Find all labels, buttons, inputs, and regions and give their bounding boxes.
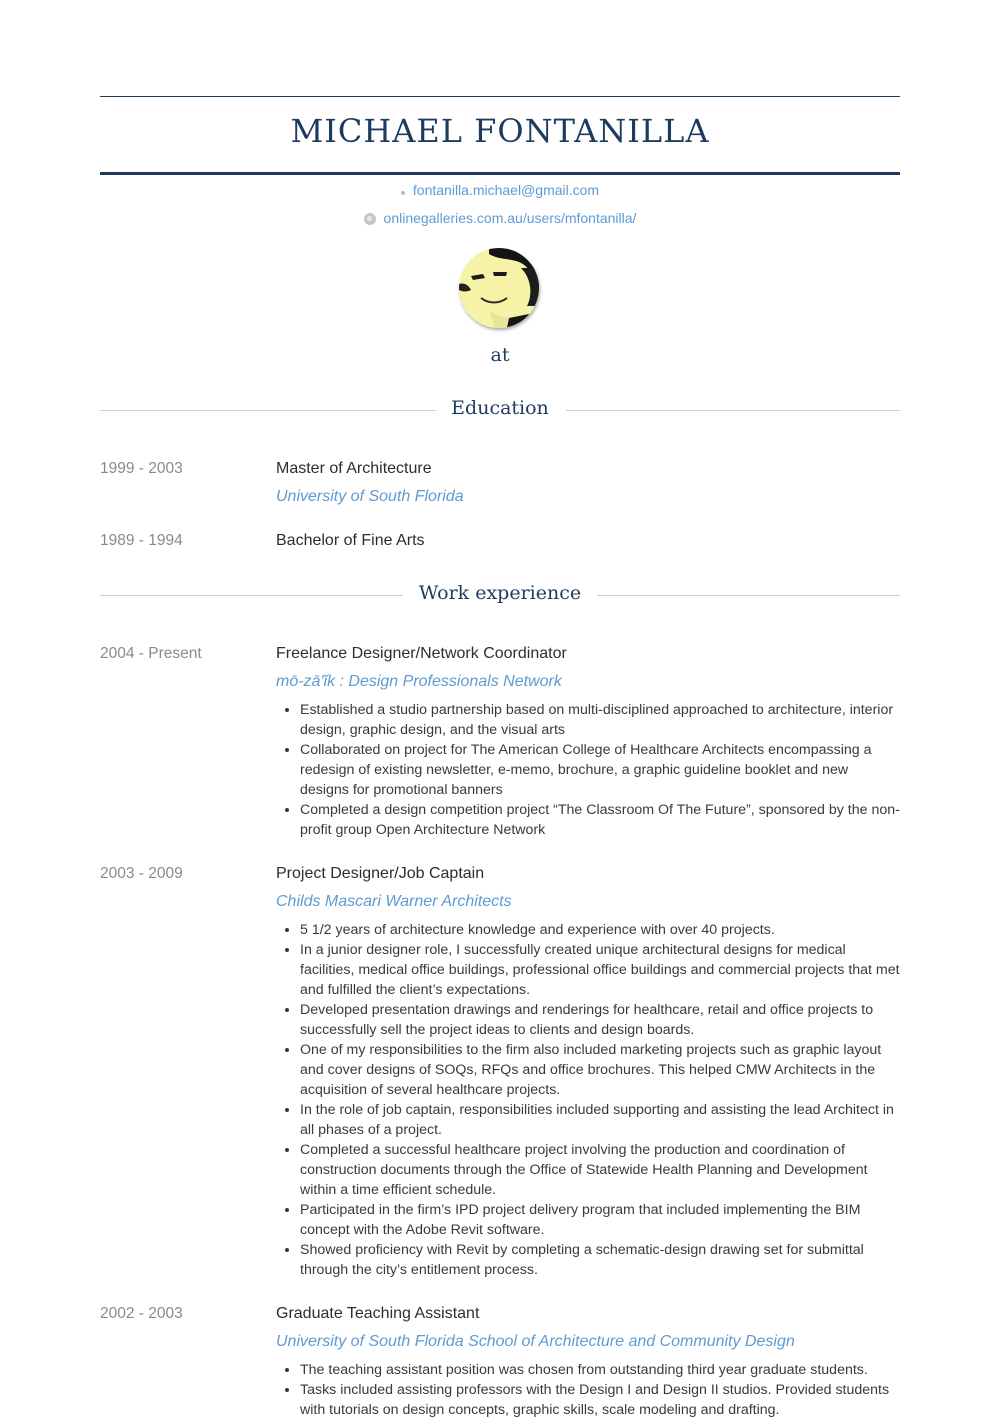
entry-dates: 2004 - Present bbox=[100, 645, 202, 662]
list-item: • Developed presentation drawings and renderings for healthcare, retail and office projects to successfully sell the project ideas to clients and design boards. bbox=[300, 1000, 900, 1040]
globe-icon bbox=[364, 213, 376, 225]
list-item: • One of my responsibilities to the firm also included marketing projects such as graphic layout and cover designs of SOQs, RFQs and office brochures. This helped CMW Architects in the acquisition of several healthcare projects. bbox=[300, 1040, 900, 1100]
company-name: Childs Mascari Warner Architects bbox=[276, 893, 512, 910]
list-item: • Collaborated on project for The American College of Healthcare Architects encompassing a redesign of existing newsletter, e-memo, brochure, a graphic guideline booklet and new designs for promotional banners bbox=[300, 740, 900, 800]
list-item: • In a junior designer role, I successfully created unique architectural designs for medical facilities, medical office buildings, professional office buildings and commercial projects that met and fulfilled the client’s expectations. bbox=[300, 940, 900, 1000]
list-item: • Tasks included assisting professors with the Design I and Design II studios. Provided students with tutorials on design concepts, graphic skills, scale modeling and drafting. bbox=[300, 1380, 900, 1420]
entry-dates: 1989 - 1994 bbox=[100, 532, 183, 549]
list-item: • Established a studio partnership based on multi-disciplined approached to architecture, interior design, graphic design, and the visual arts bbox=[300, 700, 900, 740]
website-link[interactable]: onlinegalleries.com.au/users/mfontanilla/ bbox=[383, 210, 637, 226]
list-item: • The teaching assistant position was chosen from outstanding third year graduate students. bbox=[300, 1360, 900, 1380]
website-row bbox=[100, 210, 900, 226]
email-link[interactable]: fontanilla.michael@gmail.com bbox=[412, 182, 600, 198]
position-title: Graduate Teaching Assistant bbox=[276, 1305, 480, 1322]
education-section-header bbox=[100, 395, 900, 425]
job-role-line: at bbox=[490, 344, 510, 366]
position-title: Freelance Designer/Network Coordinator bbox=[276, 645, 567, 662]
entry-dates: 2002 - 2003 bbox=[100, 1305, 183, 1322]
company-name: University of South Florida School of Architecture and Community Design bbox=[276, 1333, 795, 1350]
email-row bbox=[100, 182, 900, 198]
dot-icon bbox=[401, 191, 405, 195]
responsibility-list bbox=[276, 1360, 900, 1420]
list-item: • 5 1/2 years of architecture knowledge and experience with over 40 projects. bbox=[300, 920, 900, 940]
position-title: Project Designer/Job Captain bbox=[276, 865, 485, 882]
header-bottom-rule bbox=[100, 172, 900, 175]
candidate-name: MICHAEL FONTANILLA bbox=[290, 112, 710, 150]
entry-dates: 1999 - 2003 bbox=[100, 460, 183, 477]
section-title: Work experience bbox=[418, 582, 582, 604]
degree-title: Master of Architecture bbox=[276, 460, 432, 477]
list-item: • Completed a design competition project “The Classroom Of The Future”, sponsored by the non-profit group Open Architecture Network bbox=[300, 800, 900, 840]
list-item: • Completed a successful healthcare project involving the production and coordination of construction documents through the Office of Statewide Health Planning and Development within a time efficient schedule. bbox=[300, 1140, 900, 1200]
school-name: University of South Florida bbox=[276, 488, 464, 505]
header-top-rule bbox=[100, 96, 900, 97]
list-item: • Showed proficiency with Revit by completing a schematic-design drawing set for submittal through the city’s entitlement process. bbox=[300, 1240, 900, 1280]
responsibility-list bbox=[276, 920, 900, 1280]
list-item: • Participated in the firm’s IPD project delivery program that included implementing the BIM concept with the Adobe Revit software. bbox=[300, 1200, 900, 1240]
list-item: • In the role of job captain, responsibilities included supporting and assisting the lead Architect in all phases of a project. bbox=[300, 1100, 900, 1140]
avatar bbox=[459, 248, 539, 328]
company-name: mō-zā'ĭk : Design Professionals Network bbox=[276, 673, 562, 690]
degree-title: Bachelor of Fine Arts bbox=[276, 532, 425, 549]
responsibility-list bbox=[276, 700, 900, 840]
section-title: Education bbox=[451, 397, 549, 419]
work-section-header bbox=[100, 580, 900, 610]
entry-dates: 2003 - 2009 bbox=[100, 865, 183, 882]
